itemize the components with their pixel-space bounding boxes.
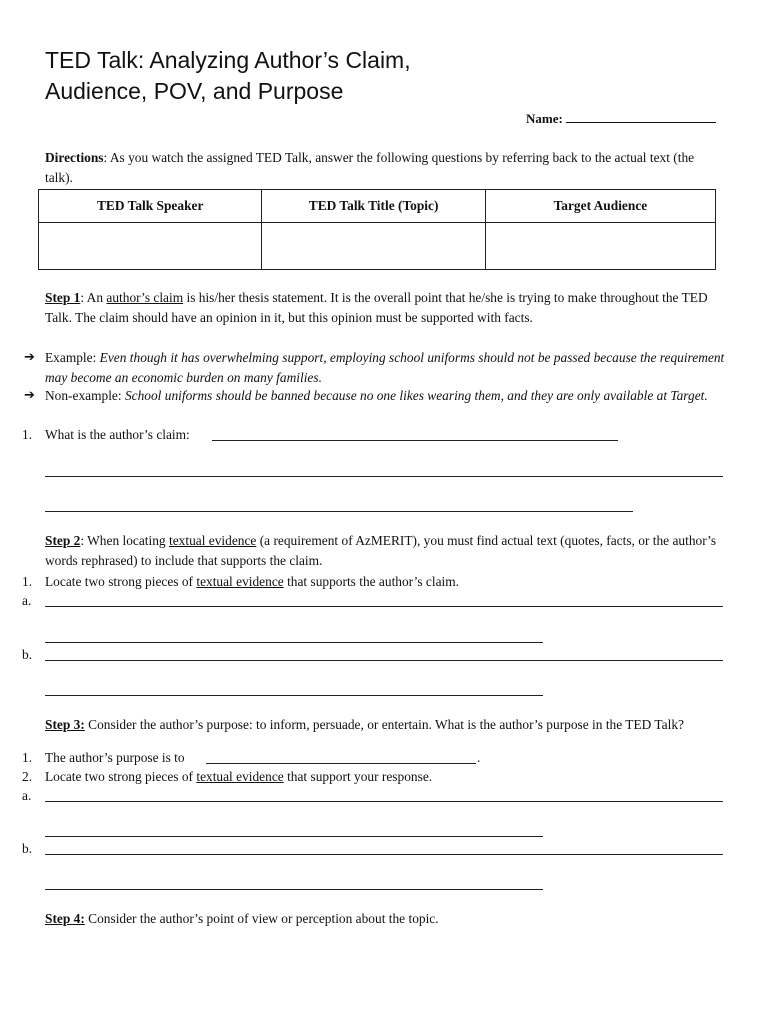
step3-q2-term: textual evidence [196,769,284,784]
example-label: Example: [45,350,100,365]
step3-q2-pre: Locate two strong pieces of [45,769,197,784]
step3-b-marker: b. [22,841,33,856]
step3-q1-number: 1. [22,750,33,765]
step2-text: (a requirement of AzMERIT), you must find actual text (quotes, facts, or the author’s words rephrased) to include that supports the claim. [45,533,717,568]
table-header-title: TED Talk Title (Topic) [262,190,485,223]
nonexample-label: Non-example: [45,388,125,403]
step3-q1-period: . [477,750,481,765]
step1-example [45,348,725,388]
directions-label: Directions [45,150,104,165]
name-label: Name: [526,111,563,126]
table-header-row [39,190,716,223]
step3-q1 [45,748,185,768]
evidence-a-line[interactable] [45,642,543,643]
audience-cell[interactable] [485,223,715,270]
step2-q1-post: that supports the author’s claim. [283,574,460,589]
step1-colon: : An [80,290,107,305]
arrow-icon: ➔ [24,388,35,403]
step1-q1-text: What is the author’s claim: [45,427,190,442]
step2-b-marker: b. [22,647,33,662]
purpose-evidence-b-line[interactable] [45,854,723,855]
step3-a-marker: a. [22,788,32,803]
step2-a-marker: a. [22,593,32,608]
title-line-1: TED Talk: Analyzing Author’s Claim, [45,47,411,73]
evidence-b-line[interactable] [45,660,723,661]
step1-label: Step 1 [45,290,81,305]
step1-q1-number: 1. [22,427,33,442]
claim-answer-line[interactable] [45,476,723,477]
step2-q1-term: textual evidence [196,574,284,589]
worksheet-title [45,45,605,107]
step1-q1 [45,425,190,445]
arrow-icon: ➔ [24,350,35,365]
step1-nonexample [45,386,725,406]
step2-q1-pre: Locate two strong pieces of [45,574,197,589]
step2-intro [45,531,725,571]
evidence-b-line[interactable] [45,695,543,696]
speaker-info-table [38,189,716,270]
step2-q1 [45,572,725,592]
step2-label: Step 2 [45,533,81,548]
step2-q1-number: 1. [22,574,33,589]
directions-text: : As you watch the assigned TED Talk, answer the following questions by referring back to the actual text (the talk). [45,150,695,185]
step2-colon: : When locating [80,533,169,548]
step3-q1-text: The author’s purpose is to [45,750,185,765]
claim-answer-line[interactable] [45,511,633,512]
claim-answer-line[interactable] [212,440,618,441]
step1-text: is his/her thesis statement. It is the overall point that he/she is trying to make throughout the TED Talk. The claim should have an opinion in it, but this opinion must be supported with facts. [45,290,708,325]
step3-q2-number: 2. [22,769,33,784]
step3-intro [45,715,735,735]
speaker-cell[interactable] [39,223,262,270]
nonexample-text: School uniforms should be banned because no one likes wearing them, and they are only available at Target. [124,388,708,403]
step3-q2 [45,767,725,787]
table-header-audience: Target Audience [485,190,715,223]
title-cell[interactable] [262,223,485,270]
step4-label: Step 4: [45,911,85,926]
step3-text: Consider the author’s purpose: to inform, persuade, or entertain. What is the author’s purpose in the TED Talk? [84,717,684,732]
purpose-evidence-a-line[interactable] [45,836,543,837]
title-line-2: Audience, POV, and Purpose [45,78,344,104]
purpose-evidence-a-line[interactable] [45,801,723,802]
name-field[interactable] [526,110,716,127]
step4-intro [45,909,725,929]
step2-term: textual evidence [168,533,257,548]
name-blank[interactable] [566,110,716,123]
purpose-evidence-b-line[interactable] [45,889,543,890]
example-text: Even though it has overwhelming support, employing school uniforms should not be passed because the requirement may become an economic burden on many families. [45,350,725,385]
step3-label: Step 3: [45,717,85,732]
step3-q2-post: that support your response. [283,769,433,784]
step1-intro [45,288,725,328]
step4-text: Consider the author’s point of view or perception about the topic. [84,911,439,926]
evidence-a-line[interactable] [45,606,723,607]
table-header-speaker: TED Talk Speaker [39,190,262,223]
table-row [39,223,716,270]
purpose-answer-line[interactable] [206,763,476,764]
directions [45,148,725,188]
step1-term: author’s claim [106,290,184,305]
